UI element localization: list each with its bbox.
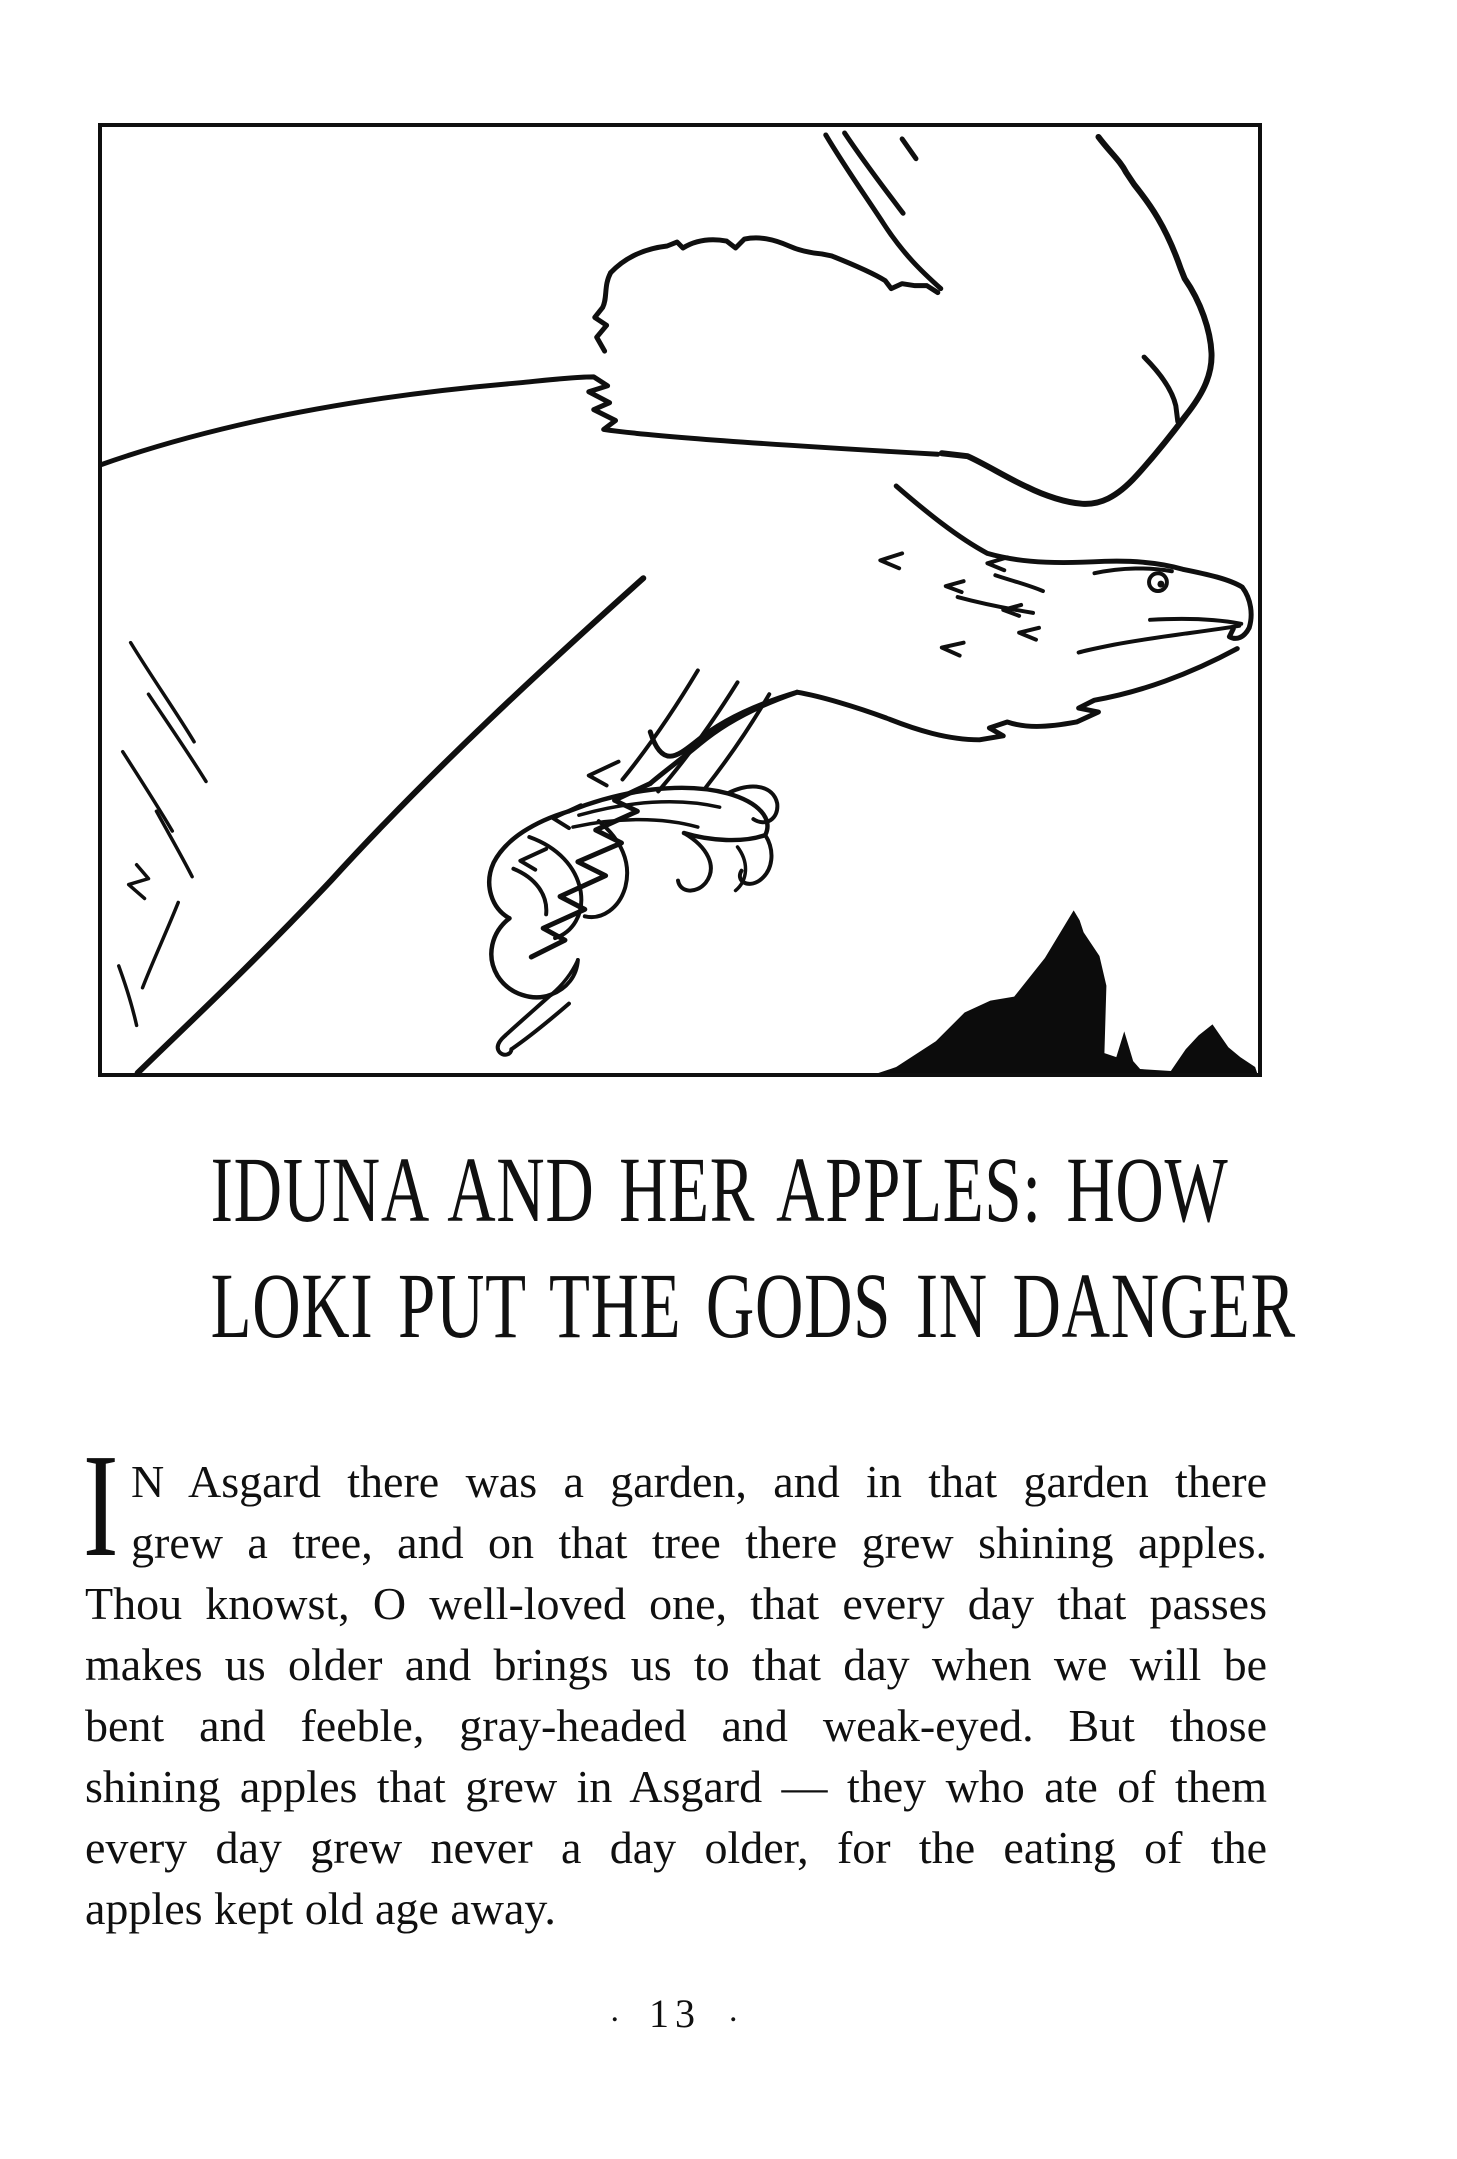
folio-left-dot: . [610, 1992, 621, 2029]
eagle-carrying-iduna-illustration [102, 127, 1258, 1073]
eagle-feather-shafts [826, 133, 941, 289]
body-line: makes us older and brings us to that day when we will be [85, 1639, 1267, 1690]
eagle-beak-lower-line [1150, 619, 1241, 624]
body-line: apples kept old age away. [85, 1883, 556, 1934]
eagle-raised-wing [942, 137, 1212, 504]
eagle-left-wing-leading-edge [102, 377, 938, 466]
folio [30, 1990, 1320, 2037]
eagle-mouth-line [1079, 626, 1240, 653]
chapter-title-line2: LOKI PUT THE GODS IN DANGER [210, 1255, 1296, 1358]
body-line: every day grew never a day older, for the eating of the [85, 1822, 1267, 1873]
folio-right-dot: . [729, 1992, 740, 2029]
iduna-figure [489, 670, 777, 1054]
body-line: Thou knowst, O well-loved one, that every day that passes [85, 1578, 1267, 1629]
page-number: 13 [649, 1991, 701, 2036]
illustration-plate [98, 123, 1262, 1077]
body-line: grew a tree, and on that tree there grew shining apples. [131, 1517, 1267, 1568]
eagle-eye-icon [1149, 573, 1167, 591]
eagle-head [797, 486, 1251, 740]
body-line: shining apples that grew in Asgard — they who ate of them [85, 1761, 1267, 1812]
mountain-silhouette [878, 910, 1257, 1073]
eagle-crest-tuft [595, 238, 938, 351]
chapter-title [30, 1133, 1320, 1365]
wing-streak-lines [119, 643, 206, 1026]
body-line: bent and feeble, gray-headed and weak-eyed. But those [85, 1700, 1267, 1751]
eagle-jaw-line [797, 649, 1237, 740]
chapter-title-line1: IDUNA AND HER APPLES: HOW [210, 1139, 1229, 1242]
body-line: N Asgard there was a garden, and in that garden there [131, 1456, 1267, 1507]
story-text [83, 1424, 1267, 1939]
eagle-pupil [1157, 581, 1164, 588]
drop-cap: I [83, 1424, 119, 1588]
story-lines [83, 1424, 1267, 1939]
